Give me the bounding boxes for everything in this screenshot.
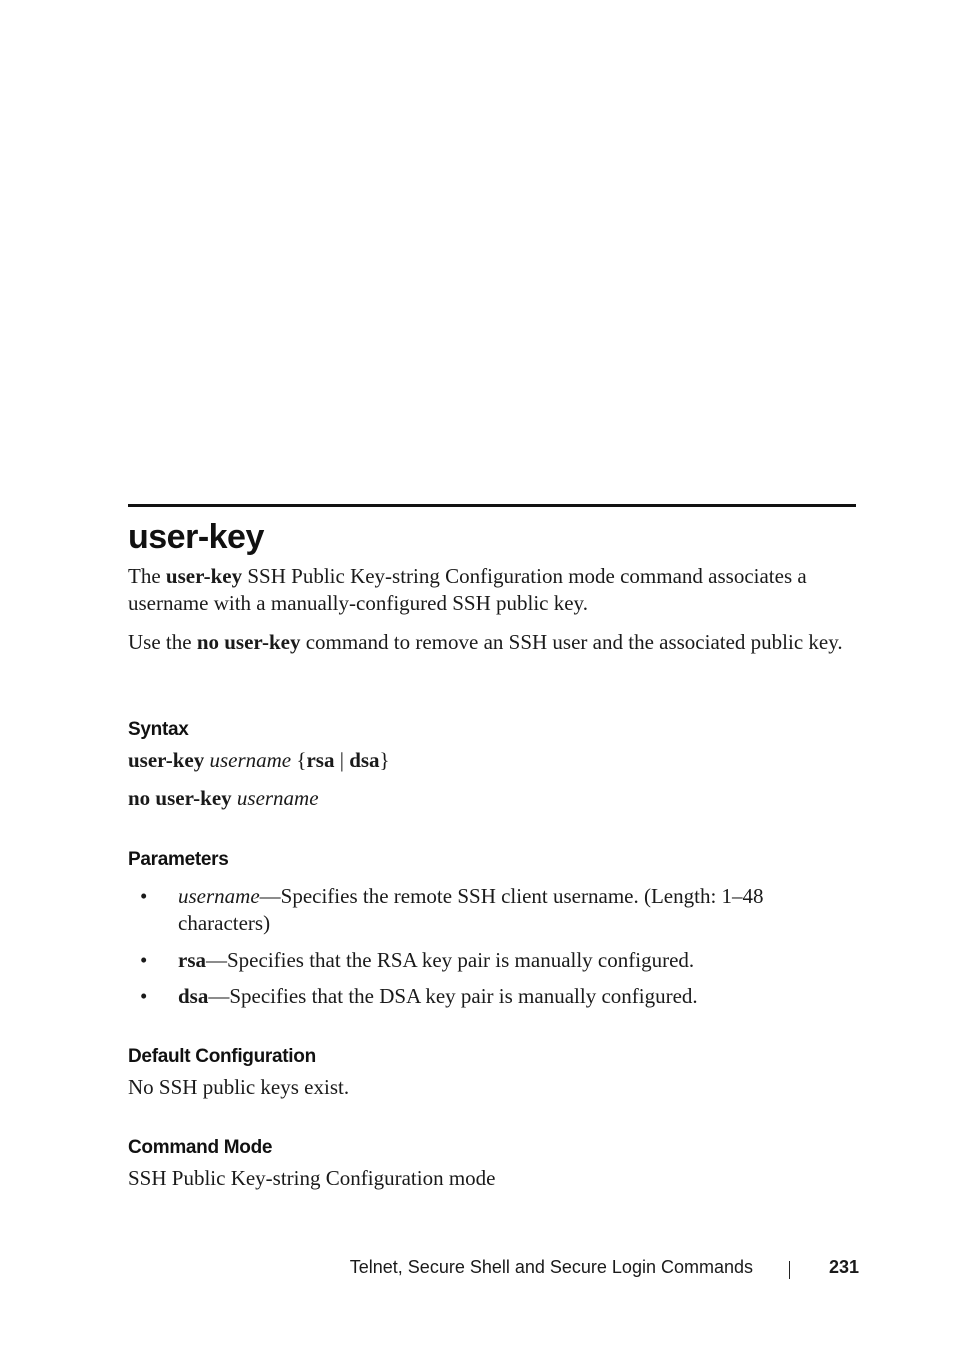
section-rule xyxy=(128,504,856,507)
command-keyword: no user-key xyxy=(196,630,301,654)
footer-chapter-title: Telnet, Secure Shell and Secure Login Commands xyxy=(349,1257,753,1277)
parameter-description: —Specifies that the DSA key pair is manually configured. xyxy=(208,984,698,1008)
footer-page-number: 231 xyxy=(829,1257,860,1277)
page-title: user-key xyxy=(128,518,264,556)
parameter-item xyxy=(128,947,868,974)
footer-separator xyxy=(789,1261,790,1279)
syntax-line-1 xyxy=(128,747,390,774)
parameter-description: —Specifies the remote SSH client username. (Length: 1–48 characters) xyxy=(178,884,764,935)
command-mode-text: SSH Public Key-string Configuration mode xyxy=(128,1166,496,1190)
syntax-brace: } xyxy=(379,748,390,772)
syntax-heading: Syntax xyxy=(128,719,189,740)
syntax-command: no user-key xyxy=(128,786,232,810)
syntax-line-2 xyxy=(128,785,319,812)
parameter-item xyxy=(128,883,868,937)
syntax-command: user-key xyxy=(128,748,205,772)
parameter-item xyxy=(128,983,868,1010)
bullet-icon: • xyxy=(140,948,148,972)
description-paragraph-1 xyxy=(128,563,868,617)
description-paragraph-2 xyxy=(128,629,868,656)
parameter-term: rsa xyxy=(178,948,206,972)
syntax-brace: { xyxy=(296,748,307,772)
bullet-icon: • xyxy=(140,884,148,908)
description-text: command to remove an SSH user and the associated public key. xyxy=(300,630,843,654)
syntax-argument: username xyxy=(209,748,292,772)
syntax-pipe: | xyxy=(334,748,350,772)
parameter-term: dsa xyxy=(178,984,209,1008)
default-configuration-text: No SSH public keys exist. xyxy=(128,1075,350,1099)
syntax-option-rsa: rsa xyxy=(306,748,335,772)
syntax-argument: username xyxy=(236,786,319,810)
bullet-icon: • xyxy=(140,984,148,1008)
description-text: Use the xyxy=(128,630,197,654)
parameter-term: username xyxy=(178,884,260,908)
command-keyword: user-key xyxy=(165,564,243,588)
parameter-description: —Specifies that the RSA key pair is manually configured. xyxy=(206,948,695,972)
description-text: SSH Public Key-string Configuration mode command associates a username with a manually-configured SSH public key. xyxy=(128,564,807,615)
parameters-heading: Parameters xyxy=(128,849,229,870)
description-text: The xyxy=(128,564,166,588)
syntax-option-dsa: dsa xyxy=(349,748,380,772)
default-configuration-heading: Default Configuration xyxy=(128,1046,316,1067)
command-mode-heading: Command Mode xyxy=(128,1137,273,1158)
